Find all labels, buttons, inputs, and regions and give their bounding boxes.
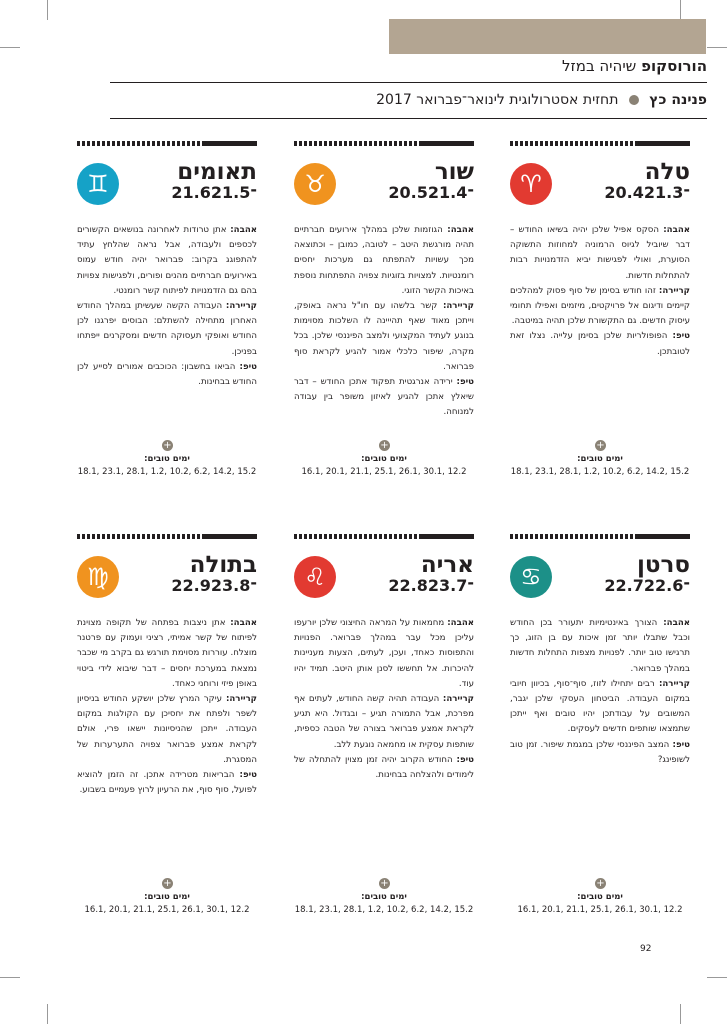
career-paragraph <box>510 284 690 330</box>
crop-mark <box>680 0 681 20</box>
crop-mark <box>707 47 727 48</box>
zodiac-sign-icon: ♌ <box>294 556 336 598</box>
horoscope-text <box>294 223 474 421</box>
career-paragraph <box>294 299 474 375</box>
tip-paragraph <box>77 360 257 390</box>
horoscope-card <box>77 141 257 498</box>
good-days-list: 15.2 ,14.2 ,6.2 ,10.2 ,1.2 ,28.1 ,23.1 ,18.1 <box>510 467 690 477</box>
zodiac-sign-icon: ♉ <box>294 163 336 205</box>
sign-name: תאומים <box>177 159 257 185</box>
sign-name: בתולה <box>189 552 257 578</box>
subtitle-text: תחזית אסטרולוגית לינואר־פברואר 2017 <box>376 92 619 108</box>
career-text: עיקר המרץ שלכן יושקע החודש בניסיון לשפר ולפתח את יחסיכן עם הקולגות במקום העבודה. ייתכן שהניסיונות יישאו פרי, אולם לקראת אמצע פברואר צפויה התערערות של המסגרת. <box>77 694 257 765</box>
career-text: העבודה תהיה קשה החודש, לעתים אף מפרכת, אבל התמורה תגיע – ובגדול. היא תגיע לקראת אמצע פברואר בצורה של הטבה כספית, שותפות עסקית או מחמאה נוגעת ללב. <box>294 694 474 750</box>
horoscope-card <box>294 534 474 936</box>
love-label: אהבה: <box>230 225 257 235</box>
career-text: רבים יתחילו לזוז, סוף־סוף, בכיוון חיובי במקום העבודה. הביטחון העסקי שלכן יגבר, המשובים על עבודתכן יהיו טובים ואף ייתכן שתמצאו שותפים חדשים לעסקים. <box>510 678 690 735</box>
love-text: אתן ניצבות בפתחה של תקופה מצוינת לפיתוח של קשר אמיתי, רציני ועמוק עם פרטנר מוצלח. עוררות מסוימת תורגש גם בקרב מי שכבר נמצאת במערכת יחסים – דבר שיבוא לידי ביטוי באופן פיזי ורוחני כאחד. <box>77 618 257 689</box>
crop-mark <box>0 977 20 978</box>
horoscope-card <box>294 141 474 498</box>
sign-name: אריה <box>420 552 474 578</box>
tip-label: טיפ: <box>239 770 257 781</box>
plus-icon: + <box>380 440 389 451</box>
plus-icon: + <box>596 878 605 889</box>
love-label: אהבה: <box>230 618 257 628</box>
card-divider <box>77 534 257 539</box>
love-text: מחמאות על המראה החיצוני שלכן יורעפו עליכן מכל עבר במהלך פברואר. הפנויות והתפוסות כאחד, ועכן, לעתים, הצעות מעניינות להיכרות. אל תחששו לסנן אותן היטב. תמיד יהיו עוד. <box>294 618 474 689</box>
header-divider <box>110 82 707 83</box>
horoscope-text <box>294 616 474 783</box>
tip-paragraph <box>77 768 257 798</box>
header-color-band <box>389 19 706 54</box>
article-subtitle <box>107 92 707 114</box>
good-days-label: ימים טובים: <box>361 454 407 464</box>
crop-mark <box>680 1004 681 1024</box>
sign-name: סרטן <box>637 552 690 578</box>
love-text: אתן טרודות לאחרונה בנושאים הקשורים לכספים ולעבודה, אבל נראה שהלחץ עתיד להתפוגג בקרוב: פברואר יהיה חודש עמוס באירועים חברתיים מהנים ופורים, ולפגישות צפויות בהם גם הזדמנויות לפיתוח קשר רומנטי. <box>77 225 257 296</box>
horoscope-text <box>77 616 257 798</box>
crop-mark <box>0 47 20 48</box>
love-paragraph <box>510 223 690 284</box>
card-divider <box>510 534 690 539</box>
love-label: אהבה: <box>447 618 474 628</box>
plus-icon: + <box>596 440 605 451</box>
tip-text: הפופולריות שלכן בסימן עלייה. נצלו זאת לטובתכן. <box>510 331 690 357</box>
good-days-list: 15.2 ,14.2 ,6.2 ,10.2 ,1.2 ,28.1 ,23.1 ,18.1 <box>77 467 257 477</box>
career-text: זהו חודש בסימן של סוף פסוק למהלכים קיימים ודיגום אל פרויקטים, מיזמים ואפילו תחומי עיסוק חדשים. גם התקשורת שלכן תהיה במיטבה. <box>510 285 690 327</box>
career-text: העבודה הקשה שעשיתן במהלך החודש האחרון מתחילה להשתלם: הבוסים יפרגנו לכן החודש ואופקי תעסוקה חדשים ומסקרנים ייפתחו בפניכן. <box>77 301 257 357</box>
horoscope-text <box>510 223 690 360</box>
sign-dates: 22.7־22.6 <box>604 576 690 595</box>
tip-label: טיפ: <box>456 377 474 388</box>
page-number: 92 <box>640 944 652 954</box>
zodiac-sign-icon: ♈ <box>510 163 552 205</box>
love-text: הצורך באינטימיות יתעורר בכן החודש וכבל שתבלו יותר זמן איכות עם בן הזוג, כך תרגישו טוב יותר. לפנויות מצפות התחלות חדשות במהלך פברואר. <box>510 618 690 674</box>
career-paragraph <box>77 299 257 360</box>
sign-dates: 22.9־23.8 <box>171 576 257 595</box>
sign-dates: 20.4־21.3 <box>604 183 690 202</box>
tip-label: טיפ: <box>672 739 690 750</box>
tip-paragraph <box>510 329 690 359</box>
horoscope-text <box>510 616 690 768</box>
good-days-label: ימים טובים: <box>144 454 190 464</box>
crop-mark <box>47 0 48 20</box>
card-divider <box>294 141 474 146</box>
career-paragraph <box>77 692 257 768</box>
tip-paragraph <box>294 753 474 783</box>
career-paragraph <box>294 692 474 753</box>
sign-name: שור <box>434 159 474 185</box>
tip-text: ירידה אנרגטית תפקוד אתכן החודש – דבר שיאלץ אתכן להגיע לאיזון משופר בין עבודה למנוחה. <box>294 377 474 418</box>
tip-label: טיפ: <box>456 754 474 765</box>
good-days-label: ימים טובים: <box>361 892 407 902</box>
career-label: קריירה: <box>442 694 474 705</box>
author-name: פנינה כץ <box>649 92 707 108</box>
subtitle-divider <box>110 118 707 119</box>
tip-text: הביאו בחשבון: הכוכבים אמורים לסייע לכן החודש בבחינות. <box>77 361 257 388</box>
plus-icon: + <box>163 878 172 889</box>
good-days-list: 12.2 ,30.1 ,26.1 ,25.1 ,21.1 ,20.1 ,16.1 <box>517 905 683 915</box>
love-label: אהבה: <box>663 618 690 628</box>
love-paragraph <box>77 616 257 692</box>
career-label: קריירה: <box>225 694 258 705</box>
good-days-list: 15.2 ,14.2 ,6.2 ,10.2 ,1.2 ,28.1 ,23.1 ,18.1 <box>294 905 474 915</box>
crop-mark <box>47 1004 48 1024</box>
plus-icon: + <box>380 878 389 889</box>
section-title <box>107 57 707 79</box>
career-paragraph <box>510 677 690 738</box>
love-paragraph <box>77 223 257 299</box>
horoscope-card <box>510 534 690 936</box>
good-days-label: ימים טובים: <box>577 454 623 464</box>
card-divider <box>77 141 257 146</box>
love-label: אהבה: <box>663 225 690 235</box>
zodiac-sign-icon: ♊ <box>77 163 119 205</box>
love-text: הסקס אפיל שלכן יהיה בשיאו החודש – דבר שיוביל לגיוס הרמוניה למחוזות התשוקה הסוערת, ואולי לפגישות יביא הזדמנויות רבות להתחלות חדשות. <box>510 225 690 281</box>
love-label: אהבה: <box>447 225 475 235</box>
good-days-list: 12.2 ,30.1 ,26.1 ,25.1 ,21.1 ,20.1 ,16.1 <box>84 905 250 915</box>
good-days-list: 12.2 ,30.1 ,26.1 ,25.1 ,21.1 ,20.1 ,16.1 <box>301 467 467 477</box>
card-divider <box>294 534 474 539</box>
horoscope-card <box>510 141 690 498</box>
tip-label: טיפ: <box>239 361 257 372</box>
sign-name: טלה <box>644 159 690 185</box>
tip-text: המצב הפיננסי שלכן במגמת שיפור. זמן טוב לשופינג? <box>510 739 690 765</box>
crop-mark <box>707 977 727 978</box>
love-paragraph <box>510 616 690 677</box>
zodiac-sign-icon: ♋ <box>510 556 552 598</box>
tip-text: החודש הקרוב יהיה זמן מצוין להתחלה של לימודים ולהצלחה בבחינות. <box>294 754 474 781</box>
plus-icon: + <box>163 440 172 451</box>
horoscope-text <box>77 223 257 390</box>
love-paragraph <box>294 223 474 299</box>
bullet-dot-icon <box>629 95 639 105</box>
card-divider <box>510 141 690 146</box>
career-text: קשר בלשהו עם חו"ל נראה באופק, וייתכן מאוד שאף תהייינה לו השלכות מסוימות בנוגע לעתיד המקצועי ולמצב הפיננסי שלכן. בכל מקרה, שיפור כלכלי אמור להגיע לקראת סוף פברואר. <box>294 301 474 372</box>
zodiac-sign-icon: ♍ <box>77 556 119 598</box>
career-label: קריירה: <box>658 285 690 296</box>
tip-text: הבריאות מטרידה אתכן. זה הזמן להוציא לפועל, סוף סוף, את הרעיון לרוץ פעמיים בשבוע. <box>77 770 257 796</box>
career-label: קריירה: <box>225 301 257 312</box>
section-title-rest: שיהיה במזל <box>562 57 637 75</box>
tip-paragraph <box>510 738 690 768</box>
good-days-label: ימים טובים: <box>144 892 190 902</box>
sign-dates: 21.6־21.5 <box>171 183 257 202</box>
horoscope-card <box>77 534 257 936</box>
tip-paragraph <box>294 375 474 421</box>
love-text: הגוזמות שלכן במהלך אירועים חברתיים תהיה מורגשת היטב – לטובה, כמובן – וכתוצאה מכך עשויות להתפתח גם מערכות יחסים רומנטיות. למצויות בזוגיות צפויה התפתחות נוספת באיכות הקשר הזוגי. <box>294 225 474 296</box>
career-label: קריירה: <box>442 301 475 312</box>
sign-dates: 22.8־23.7 <box>388 576 474 595</box>
sign-dates: 20.5־21.4 <box>388 183 474 202</box>
section-title-bold: הורוסקופ <box>641 57 707 75</box>
love-paragraph <box>294 616 474 692</box>
good-days-label: ימים טובים: <box>577 892 623 902</box>
career-label: קריירה: <box>658 678 691 689</box>
tip-label: טיפ: <box>672 331 690 342</box>
